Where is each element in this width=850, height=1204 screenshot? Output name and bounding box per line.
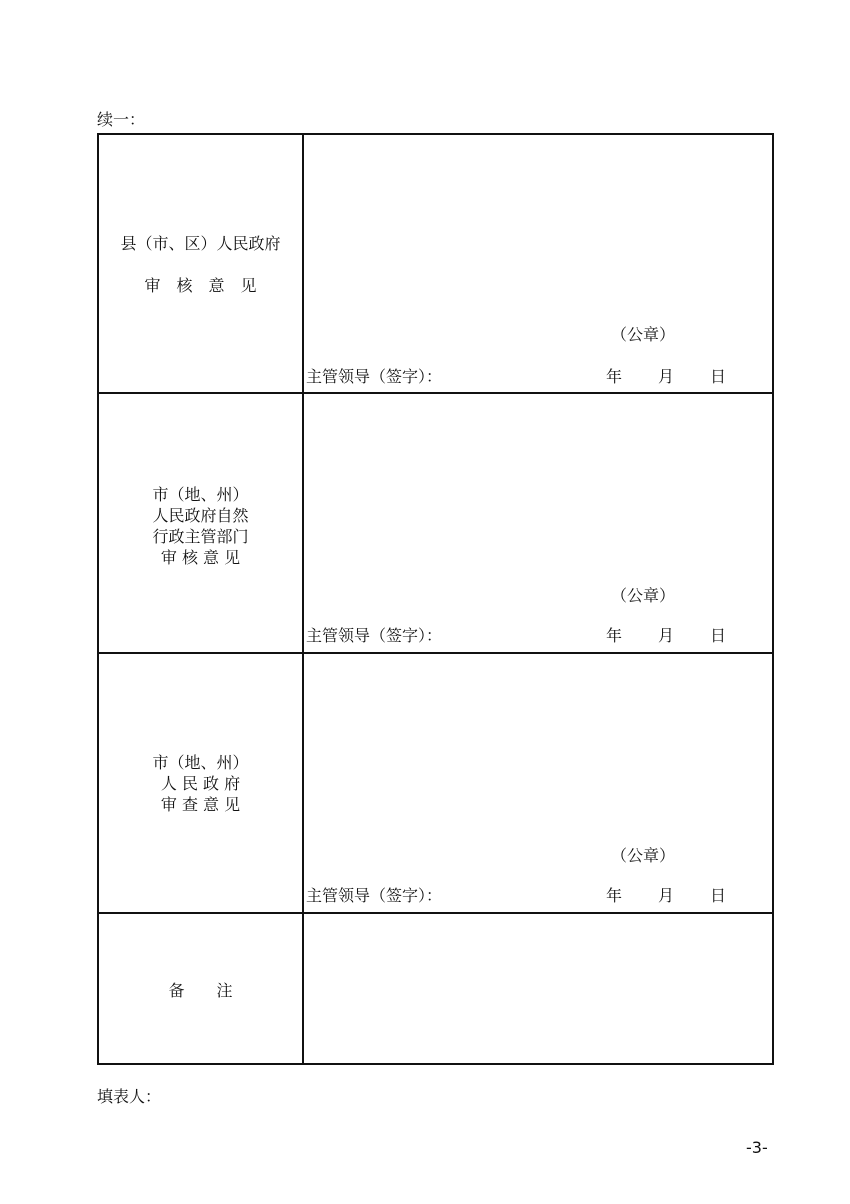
row-divider — [99, 392, 772, 394]
column-divider — [302, 135, 304, 1063]
row-divider — [99, 912, 772, 914]
label-line: 审 核 意 见 — [160, 548, 241, 567]
row-divider — [99, 652, 772, 654]
county-review-label — [99, 233, 302, 296]
month-label: 月 — [658, 367, 675, 386]
label-line: 备 注 — [168, 981, 233, 1000]
signer-label: 主管领导（签字）： — [306, 367, 443, 386]
label-line: 审 核 意 见 — [144, 276, 257, 295]
year-label: 年 — [606, 886, 623, 905]
seal-label: （公章） — [611, 325, 676, 344]
form-filler-label: 填表人： — [97, 1087, 162, 1106]
page-number: -3- — [746, 1138, 768, 1157]
month-label: 月 — [658, 886, 675, 905]
seal-label: （公章） — [611, 846, 676, 865]
label-line: 市（地、州） — [152, 485, 249, 504]
day-label: 日 — [710, 886, 727, 905]
label-line: 人民政府自然 — [152, 506, 249, 525]
day-label: 日 — [710, 626, 727, 645]
year-label: 年 — [606, 367, 623, 386]
label-line: 人 民 政 府 — [160, 774, 241, 793]
city-government-review-label — [99, 752, 302, 815]
seal-label: （公章） — [611, 586, 676, 605]
label-line: 行政主管部门 — [152, 527, 249, 546]
year-label: 年 — [606, 626, 623, 645]
day-label: 日 — [710, 367, 727, 386]
label-line: 审 查 意 见 — [160, 795, 241, 814]
month-label: 月 — [658, 626, 675, 645]
remarks-label — [99, 980, 302, 1001]
approval-table — [97, 133, 774, 1065]
signer-label: 主管领导（签字）： — [306, 886, 443, 905]
label-line: 市（地、州） — [152, 753, 249, 772]
label-line: 县（市、区）人民政府 — [120, 234, 281, 253]
signer-label: 主管领导（签字）： — [306, 626, 443, 645]
continued-heading: 续一： — [97, 110, 146, 129]
city-natural-resources-review-label — [99, 484, 302, 568]
